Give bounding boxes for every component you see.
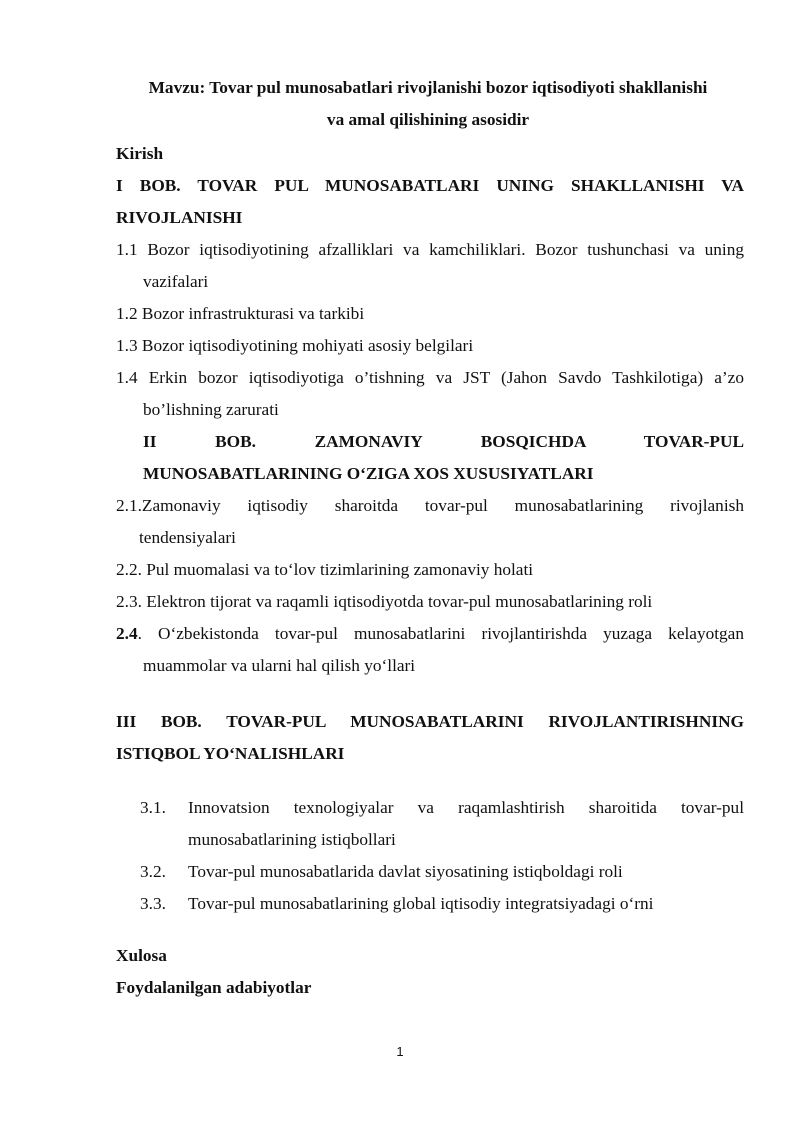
toc-item-3-3: Tovar-pul munosabatlarining global iqtisodiy integratsiyadagi o‘rni — [188, 894, 654, 913]
toc-item-3-1-number: 3.1. — [140, 798, 166, 817]
toc-item-1-3: 1.3 Bozor iqtisodiyotining mohiyati asosiy belgilari — [116, 336, 474, 355]
toc-item-3-1-cont: munosabatlarining istiqbollari — [188, 830, 396, 849]
chapter2-heading-line1: II BOB. ZAMONAVIY BOSQICHDA TOVAR-PUL — [143, 432, 744, 451]
chapter1-heading-line2: RIVOJLANISHI — [116, 208, 243, 227]
document-title — [112, 72, 744, 136]
chapter3-heading-line2: ISTIQBOL YO‘NALISHLARI — [116, 744, 345, 763]
toc-item-1-4-cont: bo’lishning zarurati — [143, 400, 279, 419]
toc-item-1-1-cont: vazifalari — [143, 272, 209, 291]
toc-item-2-4 — [116, 618, 744, 650]
intro-heading: Kirish — [116, 144, 164, 163]
toc-item-2-2: 2.2. Pul muomalasi va to‘lov tizimlarining zamonaviy holati — [116, 560, 534, 579]
toc-item-3-2: Tovar-pul munosabatlarida davlat siyosatining istiqboldagi roli — [188, 862, 623, 881]
toc-item-2-4-cont: muammolar va ularni hal qilish yo‘llari — [143, 656, 416, 675]
toc-item-3-3-number: 3.3. — [140, 894, 166, 913]
page-number: 1 — [396, 1044, 404, 1059]
chapter1-heading-line1: I BOB. TOVAR PUL MUNOSABATLARI UNING SHAKLLANISHI VA — [116, 176, 744, 195]
toc-item-2-1-cont: tendensiyalari — [139, 528, 236, 547]
title-line-1: Mavzu: Tovar pul munosabatlari rivojlanishi bozor iqtisodiyoti shakllanishi — [148, 78, 708, 97]
conclusion-heading: Xulosa — [116, 946, 167, 965]
toc-item-1-2: 1.2 Bozor infrastrukturasi va tarkibi — [116, 304, 365, 323]
chapter3-heading-line1: III BOB. TOVAR-PUL MUNOSABATLARINI RIVOJLANTIRISHNING — [116, 712, 744, 731]
toc-item-2-4-number: 2.4 — [116, 624, 138, 643]
title-line-2: va amal qilishining asosidir — [326, 110, 530, 129]
references-heading: Foydalanilgan adabiyotlar — [116, 978, 312, 997]
toc-item-1-4: 1.4 Erkin bozor iqtisodiyotiga o’tishning va JST (Jahon Savdo Tashkilotiga) a’zo — [116, 368, 744, 387]
toc-item-2-3: 2.3. Elektron tijorat va raqamli iqtisodiyotda tovar-pul munosabatlarining roli — [116, 592, 653, 611]
toc-item-2-1: 2.1.Zamonaviy iqtisodiy sharoitda tovar-pul munosabatlarining rivojlanish — [116, 496, 744, 515]
toc-item-3-2-number: 3.2. — [140, 862, 166, 881]
chapter2-heading-line2: MUNOSABATLARINING O‘ZIGA XOS XUSUSIYATLARI — [143, 464, 594, 483]
toc-item-3-1: Innovatsion texnologiyalar va raqamlashtirish sharoitida tovar-pul — [188, 798, 744, 817]
toc-item-2-4-text: . O‘zbekistonda tovar-pul munosabatlarini rivojlantirishda yuzaga kelayotgan — [137, 624, 744, 643]
toc-item-1-1: 1.1 Bozor iqtisodiyotining afzalliklari va kamchiliklari. Bozor tushunchasi va uning — [116, 240, 744, 259]
